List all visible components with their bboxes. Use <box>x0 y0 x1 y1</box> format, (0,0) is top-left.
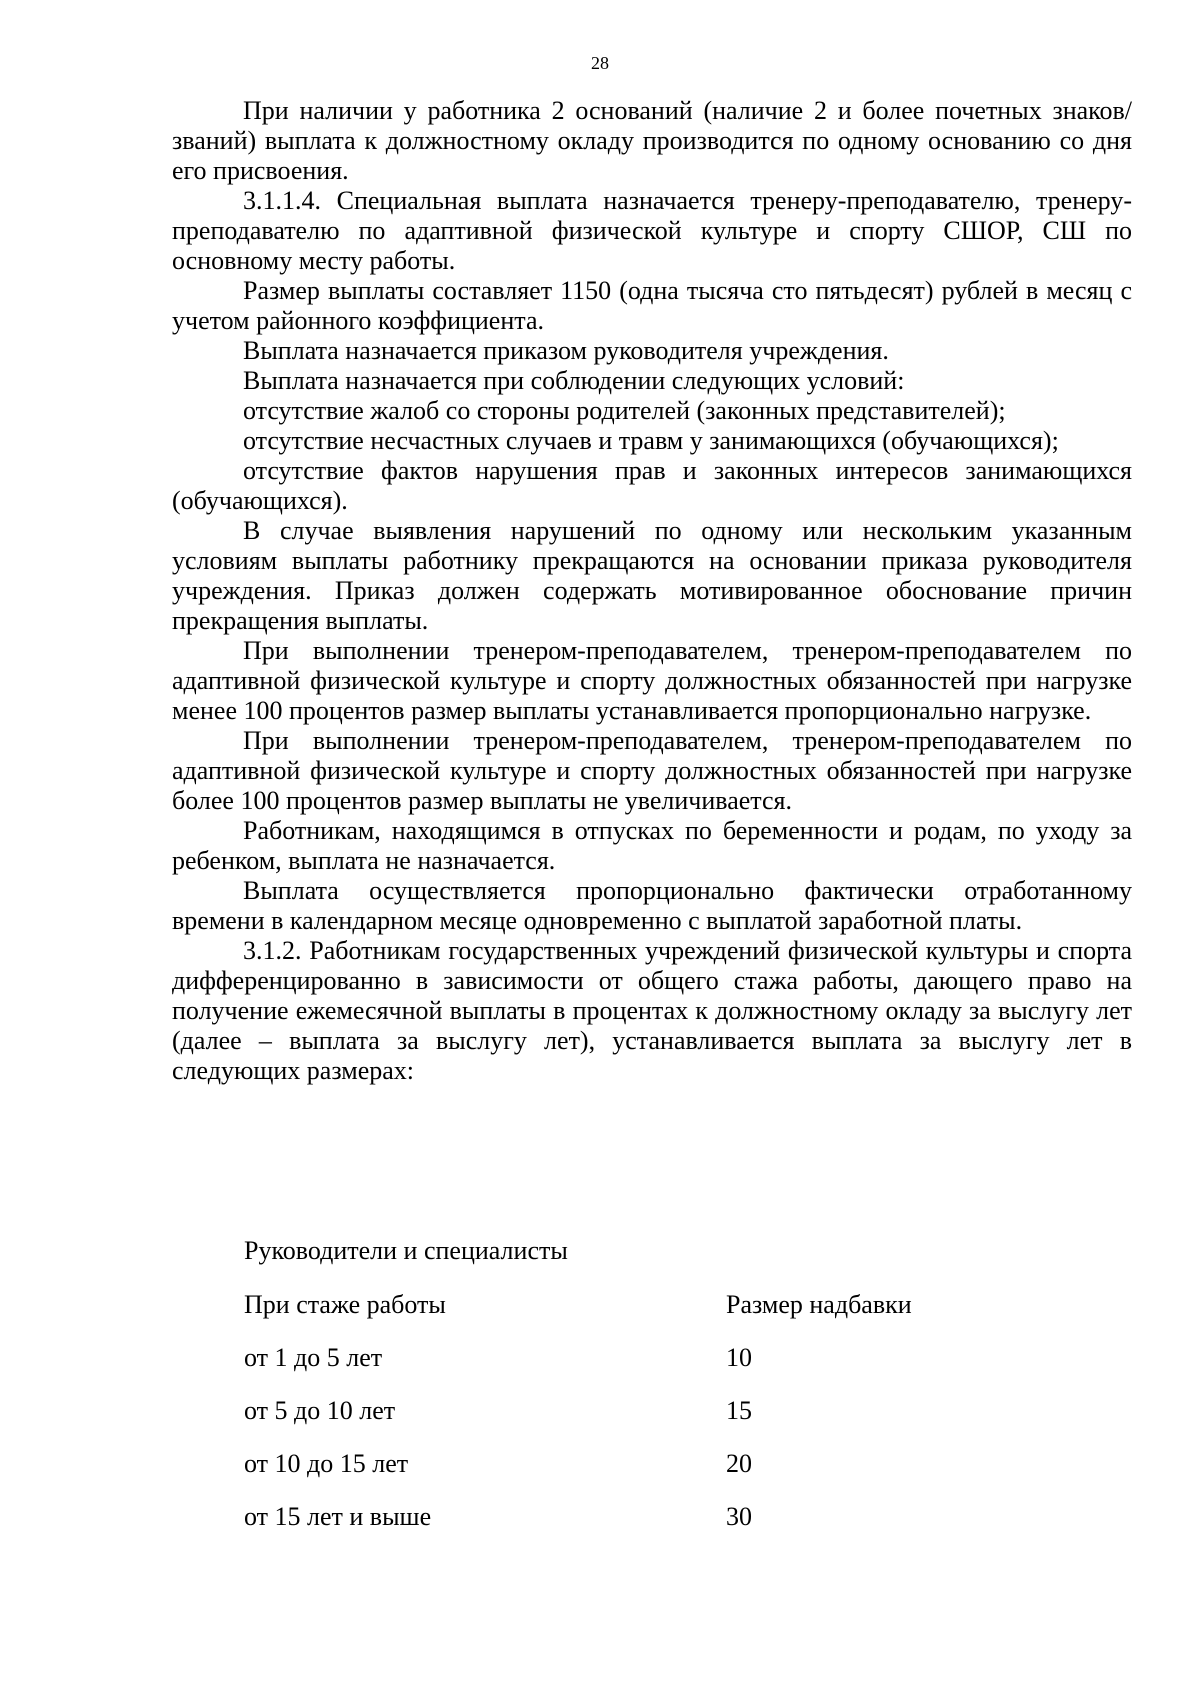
table-row <box>244 1502 1044 1532</box>
seniority-table-block <box>244 1236 1044 1555</box>
paragraph: Выплата назначается приказом руководителя учреждения. <box>243 336 889 365</box>
paragraph: При выполнении тренером-преподавателем, тренером-преподавателем по адаптивной физической культуре и спорту должностных обязанностей при нагрузке более 100 процентов размер выплаты не увеличивается. <box>172 726 1132 815</box>
table-row <box>244 1343 1044 1373</box>
bonus-size: 20 <box>726 1449 752 1478</box>
bonus-size: 10 <box>726 1343 752 1372</box>
paragraph: Размер выплаты составляет 1150 (одна тысяча сто пятьдесят) рублей в месяц с учетом районного коэффициента. <box>172 276 1132 335</box>
seniority-range: от 5 до 10 лет <box>244 1396 396 1425</box>
section-heading: Руководители и специалисты <box>244 1236 568 1265</box>
paragraph: При наличии у работника 2 оснований (наличие 2 и более почетных знаков/званий) выплата к должностному окладу производится по одному основанию со дня его присвоения. <box>172 96 1132 185</box>
paragraph: В случае выявления нарушений по одному или нескольким указанным условиям выплаты работнику прекращаются на основании приказа руководителя учреждения. Приказ должен содержать мотивированное обоснование причин прекращения выплаты. <box>172 516 1132 635</box>
bonus-size: 15 <box>726 1396 752 1425</box>
seniority-range: от 15 лет и выше <box>244 1502 432 1531</box>
paragraph: Выплата назначается при соблюдении следующих условий: <box>243 366 905 395</box>
body-text <box>172 96 1132 1086</box>
table-header-row <box>244 1290 1044 1320</box>
paragraph: отсутствие несчастных случаев и травм у занимающихся (обучающихся); <box>243 426 1059 455</box>
paragraph: 3.1.1.4. Специальная выплата назначается тренеру-преподавателю, тренеру-преподавателю по адаптивной физической культуре и спорту СШОР, СШ по основному месту работы. <box>172 186 1132 275</box>
seniority-range: от 10 до 15 лет <box>244 1449 409 1478</box>
seniority-table <box>244 1290 1044 1532</box>
page-number: 28 <box>591 53 609 73</box>
column-header-seniority: При стаже работы <box>244 1290 446 1319</box>
paragraph: При выполнении тренером-преподавателем, тренером-преподавателем по адаптивной физической культуре и спорту должностных обязанностей при нагрузке менее 100 процентов размер выплаты устанавливается пропорционально нагрузке. <box>172 636 1132 725</box>
bonus-size: 30 <box>726 1502 752 1531</box>
paragraph: отсутствие жалоб со стороны родителей (законных представителей); <box>243 396 1006 425</box>
paragraph: Работникам, находящимся в отпусках по беременности и родам, по уходу за ребенком, выплата не назначается. <box>172 816 1132 875</box>
seniority-range: от 1 до 5 лет <box>244 1343 383 1372</box>
paragraph: Выплата осуществляется пропорционально фактически отработанному времени в календарном месяце одновременно с выплатой заработной платы. <box>172 876 1132 935</box>
paragraph: отсутствие фактов нарушения прав и законных интересов занимающихся (обучающихся). <box>172 456 1132 515</box>
table-row <box>244 1396 1044 1426</box>
table-row <box>244 1449 1044 1479</box>
paragraph: 3.1.2. Работникам государственных учреждений физической культуры и спорта дифференцированно в зависимости от общего стажа работы, дающего право на получение ежемесячной выплаты в процентах к должностному окладу за выслугу лет (далее – выплата за выслугу лет), устанавливается выплата за выслугу лет в следующих размерах: <box>172 936 1132 1085</box>
column-header-bonus: Размер надбавки <box>726 1290 912 1319</box>
